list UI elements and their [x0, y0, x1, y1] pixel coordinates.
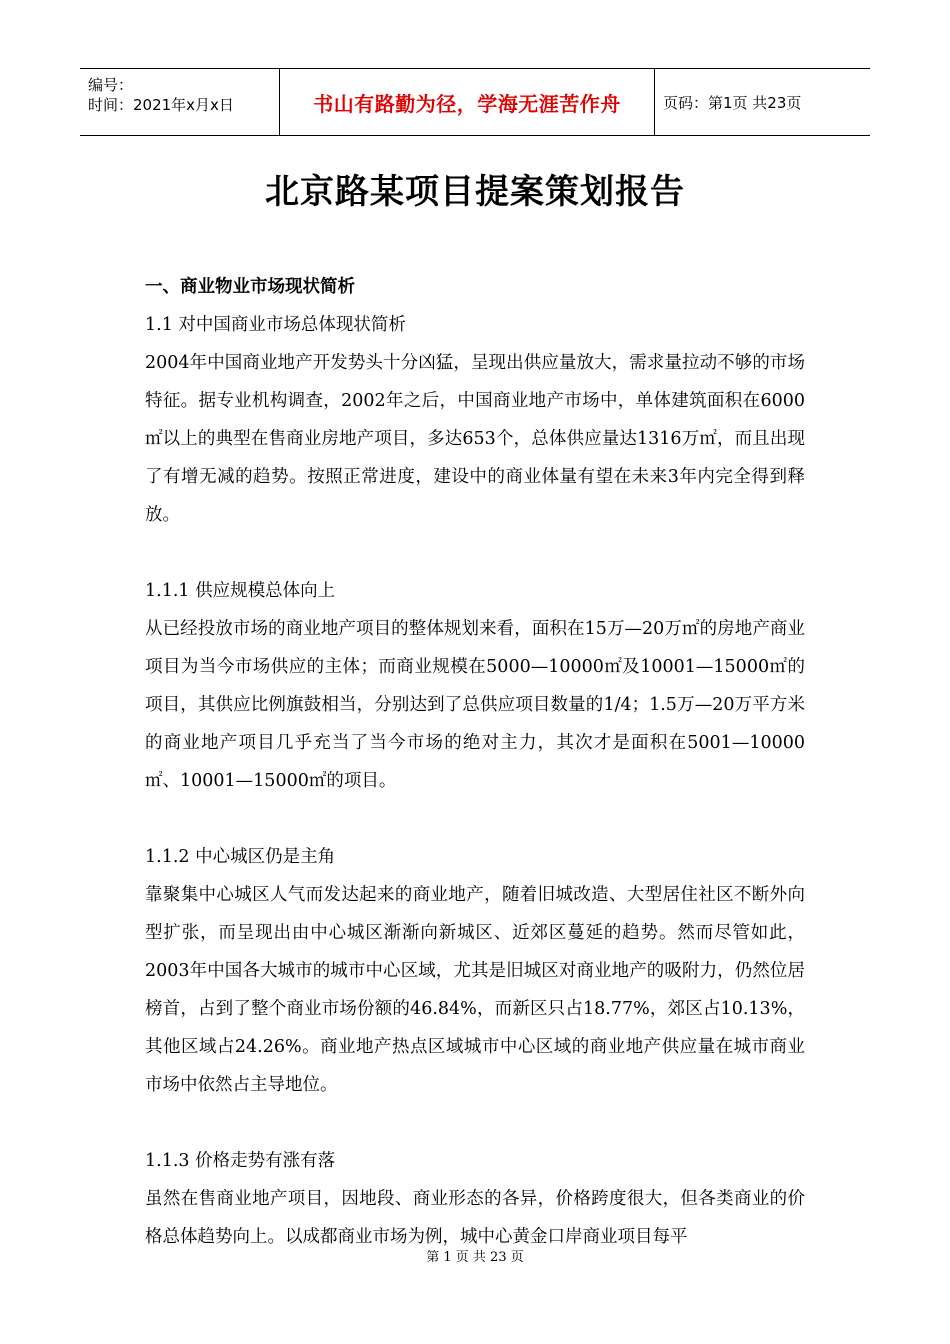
subsection-heading: 1.1.1 供应规模总体向上	[145, 581, 336, 601]
page-footer: 第 1 页 共 23 页	[426, 1250, 524, 1265]
header-motto-cell	[280, 69, 655, 135]
time-label: 时间：2021年x月x日	[88, 96, 234, 114]
subsection-heading: 1.1.2 中心城区仍是主角	[145, 847, 336, 867]
paragraph: 虽然在售商业地产项目，因地段、商业形态的各异，价格跨度很大，但各类商业的价格总体趋势向上。以成都商业市场为例，城中心黄金口岸商业项目每平	[145, 1189, 805, 1247]
subsection-heading: 1.1.3 价格走势有涨有落	[145, 1151, 336, 1171]
subsection-heading: 1.1 对中国商业市场总体现状简析	[145, 315, 406, 335]
doc-number-label: 编号：	[88, 76, 134, 94]
paragraph: 靠聚集中心城区人气而发达起来的商业地产，随着旧城改造、大型居住社区不断外向型扩张，而呈现出由中心城区渐渐向新城区、近郊区蔓延的趋势。然而尽管如此，2003年中国各大城市的城市中心区域，尤其是旧城区对商业地产的吸附力，仍然位居榜首，占到了整个商业市场份额的46.84%，而新区只占18.77%，郊区占10.13%，其他区域占24.26%。商业地产热点区域城市中心区域的商业地产供应量在城市商业市场中依然占主导地位。	[145, 885, 805, 1095]
paragraph: 从已经投放市场的商业地产项目的整体规划来看，面积在15万—20万㎡的房地产商业项目为当今市场供应的主体；而商业规模在5000—10000㎡及10001—15000㎡的项目，其供应比例旗鼓相当，分别达到了总供应项目数量的1/4；1.5万—20万平方米的商业地产项目几乎充当了当今市场的绝对主力，其次才是面积在5001—10000㎡、10001—15000㎡的项目。	[145, 619, 805, 791]
section-heading: 一、商业物业市场现状简析	[145, 277, 355, 297]
header-meta	[80, 69, 280, 135]
header-page-info: 页码：第1页 共23页	[663, 93, 802, 112]
header-motto: 书山有路勤为径，学海无涯苦作舟	[313, 91, 621, 116]
document-body	[145, 268, 805, 1256]
paragraph: 2004年中国商业地产开发势头十分凶猛，呈现出供应量放大，需求量拉动不够的市场特征。据专业机构调查，2002年之后，中国商业地产市场中，单体建筑面积在6000㎡以上的典型在售商业房地产项目，多达653个，总体供应量达1316万㎡，而且出现了有增无减的趋势。按照正常进度，建设中的商业体量有望在未来3年内完全得到释放。	[145, 353, 805, 525]
header-table	[80, 68, 870, 136]
document-title: 北京路某项目提案策划报告	[265, 172, 685, 212]
